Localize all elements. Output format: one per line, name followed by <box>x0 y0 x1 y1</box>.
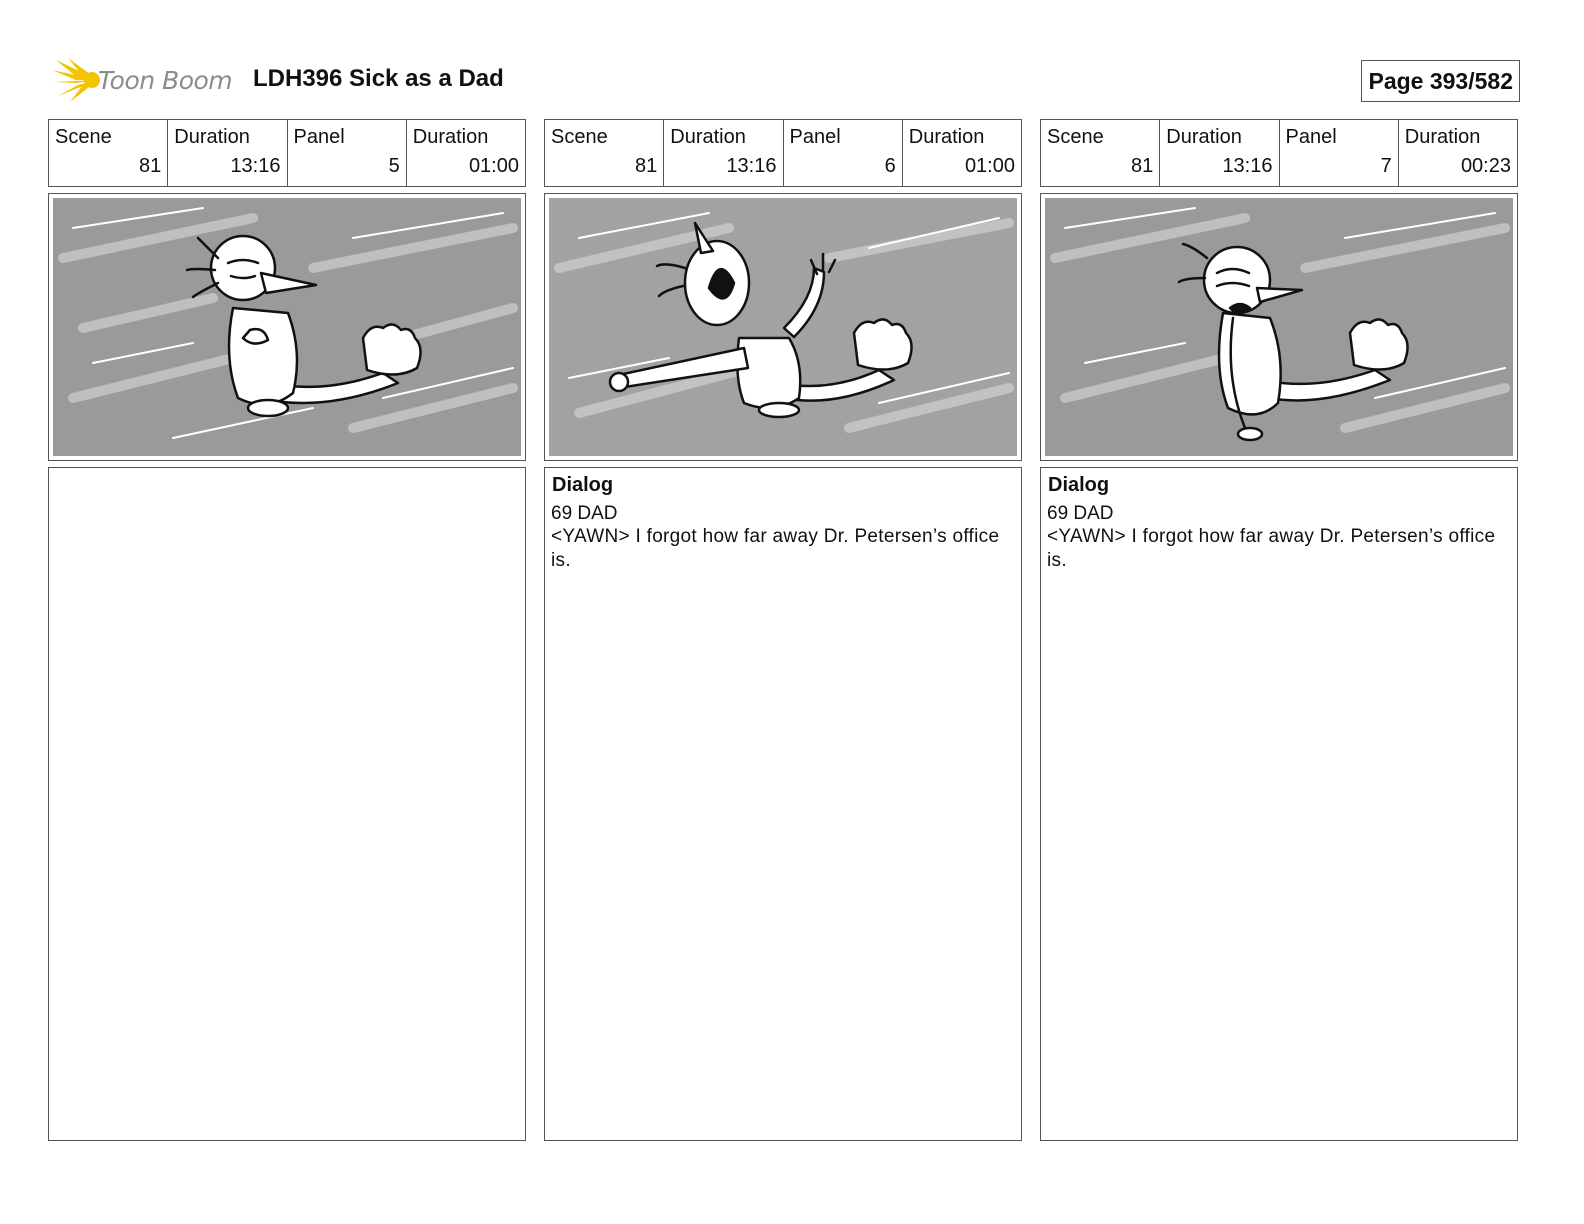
panel-duration-value: 00:23 <box>1460 155 1511 177</box>
starburst-icon <box>50 56 102 104</box>
panel-column-3 <box>1040 119 1518 571</box>
panel-duration-label: Duration <box>1404 126 1481 148</box>
panel-duration-label: Duration <box>412 126 489 148</box>
panel-info-table <box>48 119 526 187</box>
dialog-title: Dialog <box>552 474 614 496</box>
panel-value: 7 <box>1380 155 1392 177</box>
scene-duration-cell <box>168 120 287 186</box>
sketch-dad-tired <box>1045 198 1513 456</box>
panel-duration-cell <box>903 120 1021 186</box>
panel-value: 5 <box>388 155 400 177</box>
scene-duration-label: Duration <box>1166 126 1242 148</box>
scene-cell <box>49 120 168 186</box>
scene-label: Scene <box>1047 126 1104 148</box>
dialog-line: <YAWN> I forgot how far away Dr. Petersen’s office is. <box>1047 526 1496 571</box>
sketch-dad-yawning <box>549 198 1017 456</box>
panel-info-table <box>544 119 1022 187</box>
document-title: LDH396 Sick as a Dad <box>253 65 504 92</box>
panel-duration-label: Duration <box>908 126 985 148</box>
panel-column-1 <box>48 119 526 187</box>
dialog-speaker: 69 DAD <box>1047 503 1114 524</box>
toon-boom-logo <box>50 56 232 104</box>
panel-column-2 <box>544 119 1022 571</box>
panel-cell <box>1280 120 1399 186</box>
scene-label: Scene <box>551 126 608 148</box>
scene-duration-value: 13:16 <box>230 155 281 177</box>
dialog-panel <box>1040 467 1518 1141</box>
panel-duration-cell <box>407 120 525 186</box>
dialog-panel <box>544 467 1022 1141</box>
scene-value: 81 <box>1131 155 1154 177</box>
dialog-line: <YAWN> I forgot how far away Dr. Petersen’s office is. <box>551 526 1000 571</box>
page-number: Page 393/582 <box>1361 60 1520 102</box>
panel-info-table <box>1040 119 1518 187</box>
scene-value: 81 <box>635 155 658 177</box>
scene-duration-label: Duration <box>174 126 250 148</box>
scene-duration-cell <box>1160 120 1279 186</box>
dialog-panel <box>48 467 526 1141</box>
dialog-speaker: 69 DAD <box>551 503 618 524</box>
dialog-title: Dialog <box>1048 474 1110 496</box>
storyboard-sketch <box>48 193 526 461</box>
scene-duration-value: 13:16 <box>1222 155 1273 177</box>
scene-duration-cell <box>664 120 783 186</box>
page-header <box>50 56 1520 104</box>
scene-value: 81 <box>139 155 162 177</box>
scene-label: Scene <box>55 126 112 148</box>
panel-label: Panel <box>1285 126 1337 148</box>
scene-duration-value: 13:16 <box>726 155 777 177</box>
panel-cell <box>784 120 903 186</box>
scene-duration-label: Duration <box>670 126 746 148</box>
scene-cell <box>545 120 664 186</box>
panel-duration-value: 01:00 <box>964 155 1015 177</box>
logo-text: Toon Boom <box>98 65 233 95</box>
panel-duration-cell <box>1399 120 1517 186</box>
panel-value: 6 <box>884 155 896 177</box>
panel-label: Panel <box>789 126 841 148</box>
storyboard-sketch <box>544 193 1022 461</box>
panel-duration-value: 01:00 <box>468 155 519 177</box>
scene-cell <box>1041 120 1160 186</box>
panel-label: Panel <box>293 126 345 148</box>
storyboard-sketch <box>1040 193 1518 461</box>
sketch-dad-sitting <box>53 198 521 456</box>
panel-cell <box>288 120 407 186</box>
